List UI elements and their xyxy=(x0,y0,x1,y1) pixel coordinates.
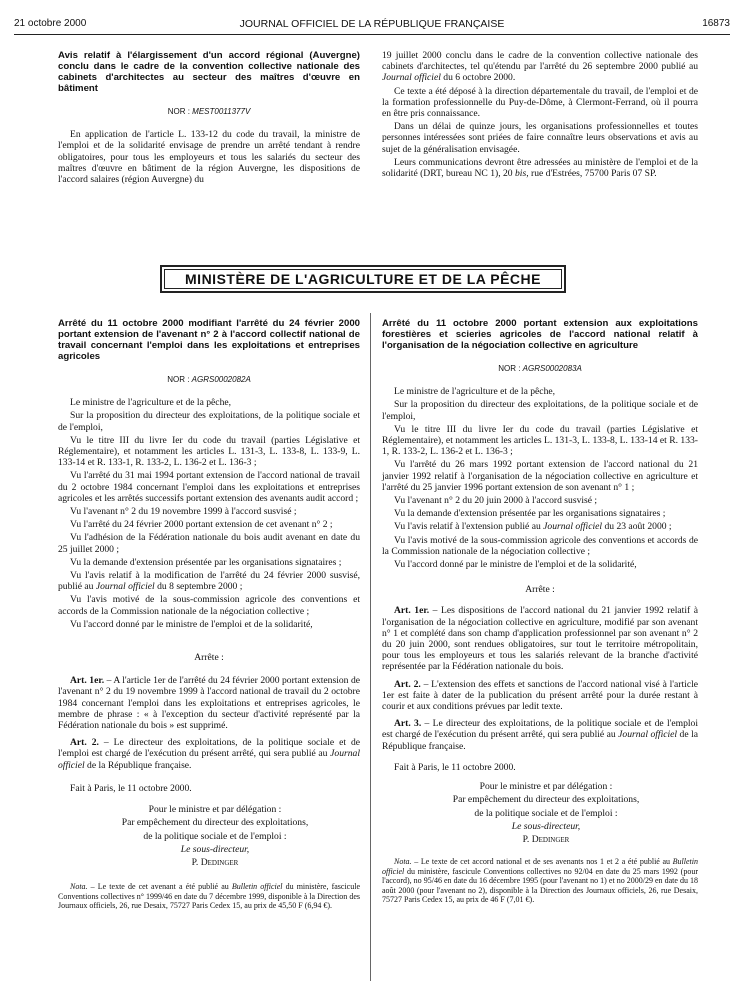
text-run: – Le texte de cet avenant a été publié au xyxy=(87,882,232,892)
text-run: – Le directeur des exploitations, de la politique sociale et de l'emploi est chargé de l'exécution du présent arrêté, qui sera publié au xyxy=(382,718,698,741)
article-label: Art. 2. xyxy=(70,737,99,749)
nor-label: NOR : xyxy=(167,375,190,384)
avis-continued xyxy=(382,50,698,181)
signature-line: de la politique sociale et de l'emploi : xyxy=(474,807,618,819)
column-divider xyxy=(370,313,371,981)
nota-label: Nota. xyxy=(70,882,88,892)
ministry-heading: MINISTÈRE DE L'AGRICULTURE ET DE LA PÊCHE xyxy=(164,269,562,289)
left-decree xyxy=(58,318,360,911)
article-label: Art. 2. xyxy=(394,678,421,690)
avis-paragraph: Ce texte a été déposé à la direction départementale du travail, de l'emploi et de la formation professionnelle du Puy-de-Dôme, à Clermont-Ferrand, où il pourra en être pris connaissance. xyxy=(382,85,698,120)
text-run: du 6 octobre 2000. xyxy=(440,72,516,84)
text-run: du 8 septembre 2000 ; xyxy=(154,581,243,593)
text-run: Leurs communications devront être adressées au ministère de l'emploi et de la solidarité (DRT, bureau NC 1), 20 xyxy=(382,156,698,180)
visa: Le ministre de l'agriculture et de la pêche, xyxy=(70,397,232,409)
visa: Vu l'adhésion de la Fédération nationale du bois audit avenant en date du 25 juillet 2000 ; xyxy=(58,532,360,555)
nor-code: AGRS0002082A xyxy=(191,375,251,384)
page-header xyxy=(14,18,730,34)
signature-block xyxy=(58,804,360,868)
visa: Vu l'arrêté du 24 février 2000 portant extension de cet avenant n° 2 ; xyxy=(70,519,333,531)
signature-title: Le sous-directeur, xyxy=(511,820,581,832)
article xyxy=(382,718,698,752)
left-decree-title: Arrêté du 11 octobre 2000 modifiant l'arrêté du 24 février 2000 portant extension de l'avenant n° 2 à l'accord collectif national de travail concernant l'emploi dans les exploitations et entreprises agricoles xyxy=(58,318,360,362)
signature-line: Pour le ministre et par délégation : xyxy=(148,804,282,816)
journal-officiel-ref: Journal officiel xyxy=(382,72,441,84)
nota-label: Nota. xyxy=(394,857,412,867)
text-run: du ministère, fascicule Conventions collectives n° 1999/46 en date du 7 décembre 1999, disponible à la Direction des Journaux officiels, 26, rue Desaix, 75727 Paris Cedex 15, au prix de 45,50 F (6,94 €). xyxy=(58,882,361,911)
avis-title: Avis relatif à l'élargissement d'un accord régional (Auvergne) conclu dans le cadre de la convention collective nationale des cabinets d'architectes au secteur des maîtres d'œuvre en bâtiment xyxy=(58,50,360,94)
visa: Vu l'avenant n° 2 du 19 novembre 1999 à l'accord susvisé ; xyxy=(70,506,297,518)
article-label: Art. 1er. xyxy=(70,675,105,687)
visa: Vu le titre III du livre Ier du code du travail (parties Législative et Réglementaire), et notamment les articles L. 131-3, L. 133-8, L. 133-9, L. 133-14 et R. 133-1, R. 133-2, L. 136-2 et L. 136-3 ; xyxy=(58,434,360,469)
text-run: Vu l'avis relatif à la modification de l'arrêté du 24 février 2000 susvisé, publié au xyxy=(58,570,360,593)
right-decree-title: Arrêté du 11 octobre 2000 portant extension aux exploitations forestières et scieries agricoles de l'accord national relatif à l'organisation de la négociation collective en agriculture xyxy=(382,318,698,351)
ministry-heading-box xyxy=(160,265,566,293)
visa: Vu l'arrêté du 31 mai 1994 portant extension de l'accord national de travail du 2 octobre 1984 concernant l'emploi dans les exploitations et entreprises agricoles et les arrêtés successifs portant extension des avenants audit accord ; xyxy=(58,470,360,504)
avis-paragraph xyxy=(382,157,698,179)
visa: Sur la proposition du directeur des exploitations, de la politique sociale et de l'emploi, xyxy=(58,410,360,433)
visa: Vu l'accord donné par le ministre de l'emploi et de la solidarité, xyxy=(394,559,637,571)
visa: Vu l'arrêté du 26 mars 1992 portant extension de l'accord national du 21 janvier 1992 relatif à l'organisation de la négociation collective en agriculture et l'arrêté du 25 janvier 1996 portant extension de son avenant n° 1 ; xyxy=(382,459,698,493)
article xyxy=(58,737,360,771)
journal-officiel-ref: Journal officiel xyxy=(618,729,678,741)
article-text: – A l'article 1er de l'arrêté du 24 février 2000 portant extension de l'avenant n° 2 du 19 novembre 1999 à l'accord national de travail du 2 octobre 1984 concernant l'emploi dans les exploitations et entreprises agricoles, le membre de phrase : « à l'exception du secteur d'activité représenté par la Fédération nationale du bois » est supprimé. xyxy=(58,675,360,732)
text-run: – Le directeur des exploitations, de la politique sociale et de l'emploi est chargé de l'exécution du présent arrêté, qui sera publié au xyxy=(58,737,361,760)
bulletin-officiel-ref: Bulletin officiel xyxy=(231,882,283,892)
bulletin-officiel-ref: Bulletin officiel xyxy=(382,857,698,876)
avis-section xyxy=(58,50,360,187)
signature-line: Par empêchement du directeur des exploitations, xyxy=(452,794,640,806)
article-label: Art. 1er. xyxy=(394,605,430,617)
visa: Sur la proposition du directeur des exploitations, de la politique sociale et de l'emploi, xyxy=(382,399,698,422)
visa xyxy=(58,570,360,592)
signature-block xyxy=(382,781,698,845)
header-date: 21 octobre 2000 xyxy=(14,18,87,29)
nor-label: NOR : xyxy=(498,364,521,373)
visa: Vu la demande d'extension présentée par les organisations signataires ; xyxy=(394,508,666,520)
visa: Vu l'avis motivé de la sous-commission agricole des conventions et accords de la Commission nationale de la négociation collective ; xyxy=(382,534,698,557)
header-journal-title: JOURNAL OFFICIEL DE LA RÉPUBLIQUE FRANÇAISE xyxy=(239,18,505,30)
text-run: 19 juillet 2000 conclu dans le cadre de la convention collective nationale des cabinets d'architectes, tel qu'étendu par l'arrêté du 26 septembre 2000 publié au xyxy=(382,50,698,73)
text-run: de la République française. xyxy=(382,729,698,752)
journal-officiel-ref: Journal officiel xyxy=(543,521,603,533)
nor-code: MEST0011377V xyxy=(192,107,251,116)
nota xyxy=(382,857,698,905)
text-run: bis, xyxy=(515,168,529,180)
fait-a-paris: Fait à Paris, le 11 octobre 2000. xyxy=(70,782,192,794)
visa xyxy=(382,521,698,532)
text-run: – Le texte de cet accord national et de ses avenants nos 1 et 2 a été publié au xyxy=(411,857,673,867)
header-rule xyxy=(14,34,730,35)
visa: Vu l'accord donné par le ministre de l'emploi et de la solidarité, xyxy=(70,618,313,630)
article xyxy=(382,679,698,713)
journal-officiel-ref: Journal officiel xyxy=(95,581,155,593)
article xyxy=(58,675,360,731)
signature-line: de la politique sociale et de l'emploi : xyxy=(143,830,287,842)
text-run: Vu l'avis relatif à l'extension publié au xyxy=(394,521,544,533)
visa: Vu le titre III du livre Ier du code du travail (parties Législative et Réglementaire), et notamment les articles L. 131-3, L. 133-8, L. 133-14 et R. 133-1, R. 133-2, L. 136-2 et L. 136-3 ; xyxy=(382,423,698,458)
avis-paragraph: Dans un délai de quinze jours, les organisations professionnelles et toutes personnes intéressées sont priées de faire connaître leurs observations et avis au sujet de la généralisation envisagée. xyxy=(382,121,698,155)
article xyxy=(382,605,698,672)
right-decree xyxy=(382,318,698,905)
signature-line: Pour le ministre et par délégation : xyxy=(479,781,613,793)
header-page-number: 16873 xyxy=(702,18,730,29)
journal-officiel-ref: Journal officiel xyxy=(58,748,360,771)
left-nor xyxy=(58,374,360,385)
text-run: du ministère, fascicule Conventions collectives no 92/04 en date du 25 mars 1992 (pour l'accord), no 95/46 en date du 16 décembre 1995 (pour l'avenant no 1) et no 2000/29 en date du 18 août 2000 (pour l'avenant no 2), disponible à la Direction des Journaux officiels, 26, rue Desaix, 75727 Paris Cedex 15, au prix de 46 F (7,01 €). xyxy=(382,866,698,905)
signature-title: Le sous-directeur, xyxy=(180,843,250,855)
nota xyxy=(58,882,360,911)
avis-nor xyxy=(58,106,360,117)
text-run: rue d'Estrées, 75700 Paris 07 SP. xyxy=(528,168,657,180)
avis-paragraph: En application de l'article L. 133-12 du code du travail, la ministre de l'emploi et de la solidarité envisage de prendre un arrêté tendant à rendre obligatoires, pour tous les employeurs et tous les salariés du secteur des maîtres d'œuvre en bâtiment de la région Auvergne, les dispositions de l'accord salaires (région Auvergne) du xyxy=(58,129,360,186)
arrete-heading: Arrête : xyxy=(194,652,224,664)
visa: Vu l'avis motivé de la sous-commission agricole des conventions et accords de la Commission nationale de la négociation collective ; xyxy=(58,594,360,617)
article-text: – L'extension des effets et sanctions de l'accord national visé à l'article 1er est faite à dater de la publication du présent arrêté pour la durée restant à courir et aux conditions prévues par ledit texte. xyxy=(382,678,698,713)
signatory-name: P. Dedinger xyxy=(522,833,570,845)
text-run: de la République française. xyxy=(84,759,192,771)
signature-line: Par empêchement du directeur des exploitations, xyxy=(121,817,309,829)
avis-paragraph-continued xyxy=(382,50,698,84)
arrete-heading: Arrête : xyxy=(525,584,555,596)
visa: Vu la demande d'extension présentée par les organisations signataires ; xyxy=(70,556,342,568)
nor-label: NOR : xyxy=(167,107,190,116)
text-run: du 23 août 2000 ; xyxy=(602,521,672,533)
visa: Vu l'avenant n° 2 du 20 juin 2000 à l'accord susvisé ; xyxy=(394,495,598,507)
signatory-name: P. Dedinger xyxy=(191,856,239,868)
nor-code: AGRS0002083A xyxy=(522,364,582,373)
article-label: Art. 3. xyxy=(394,718,422,730)
article-text: – Les dispositions de l'accord national du 21 janvier 1992 relatif à l'organisation de la négociation collective en agriculture, modifié par son avenant n° 1 et complété dans son champ d'application professionnel par son avenant n° 2 du 20 juin 2000, sont rendues obligatoires, sur tout le territoire métropolitain, pour tous les employeurs et tous les salariés relevant de la branche d'activité représentée par la Fédération nationale du bois. xyxy=(382,605,698,673)
fait-a-paris: Fait à Paris, le 11 octobre 2000. xyxy=(394,761,516,773)
right-nor xyxy=(382,363,698,374)
visa: Le ministre de l'agriculture et de la pêche, xyxy=(394,386,556,398)
